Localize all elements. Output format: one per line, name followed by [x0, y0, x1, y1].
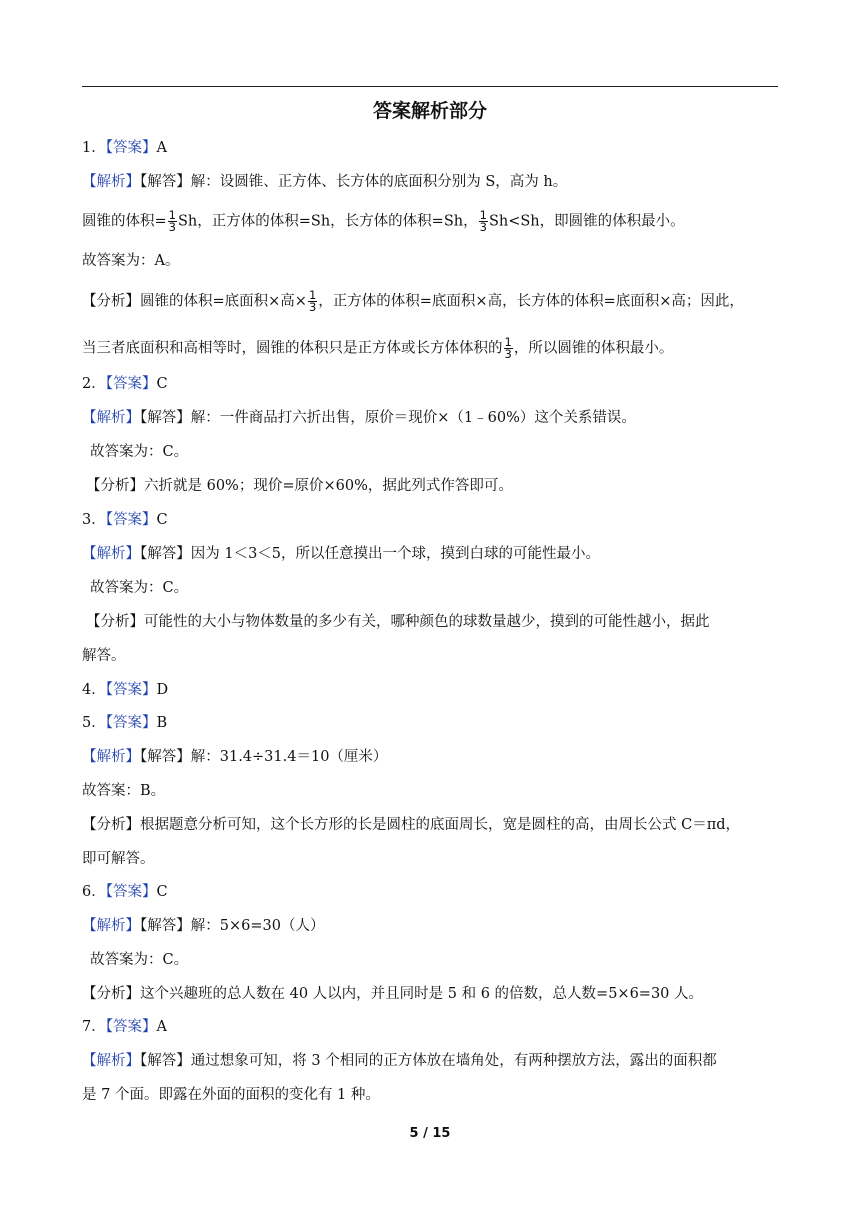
q1-analysis-line-2: [82, 337, 673, 360]
q7-jieda-text: 通过想象可知，将 3 个相同的正方体放在墙角处，有两种摆放方法，露出的面积都: [190, 1053, 717, 1069]
fraction-denominator: 3: [504, 347, 512, 361]
q6-number: 6．: [82, 884, 106, 900]
q2-jieda-text: 解：一件商品打六折出售，原价＝现价×（1﹣60%）这个关系错误。: [190, 410, 636, 426]
fraction-denominator: 3: [308, 300, 317, 314]
header-rule: [82, 86, 778, 87]
fraction-numerator: 1: [504, 335, 512, 349]
q2-answer: C: [156, 376, 168, 392]
q3-analysis-text: 可能性的大小与物体数量的多少有关，哪种颜色的球数量越少，摸到的可能性越小，据此: [144, 614, 710, 630]
page-number: 5 / 15: [409, 1126, 451, 1141]
fraction-numerator: 1: [168, 208, 176, 222]
q1-answer: A: [156, 140, 167, 156]
q5-number: 5．: [82, 715, 106, 731]
q4-answer: D: [156, 682, 169, 698]
q6-jiexi-line: [82, 916, 324, 936]
q3-conclusion: 故答案为：C。: [90, 580, 189, 596]
fraction-one-third: [504, 337, 513, 360]
q6-answer: C: [156, 884, 168, 900]
q5-analysis-line-2: 即可解答。: [82, 851, 155, 867]
q7-answer-line: [82, 1017, 167, 1037]
q1-analysis-part: 当三者底面积和高相等时，圆锥的体积只是正方体或长方体体积的: [82, 340, 503, 357]
q3-answer-line: [82, 510, 168, 530]
q1-formula-part: Sh，正方体的体积=Sh，长方体的体积=Sh，: [177, 213, 478, 230]
q5-answer-line: [82, 713, 167, 733]
answer-tag: 【答案】: [105, 682, 157, 698]
jiexi-tag: 【解析】: [82, 918, 140, 934]
q2-jiexi-line: [82, 408, 636, 428]
q6-analysis-line: [82, 984, 703, 1004]
q7-number: 7．: [82, 1019, 106, 1035]
q4-number: 4．: [82, 682, 106, 698]
jiexi-tag: 【解析】: [82, 546, 140, 562]
jiexi-tag: 【解析】: [82, 749, 140, 765]
q1-jiexi-line: [82, 172, 567, 192]
fenxi-tag: 【分析】: [82, 293, 140, 310]
fenxi-tag: 【分析】: [86, 614, 144, 630]
fraction-numerator: 1: [308, 288, 317, 302]
q1-analysis-part: ，所以圆锥的体积最小。: [513, 340, 674, 357]
q5-jiexi-line: [82, 747, 387, 767]
answer-tag: 【答案】: [105, 140, 157, 156]
jieda-tag: 【解答】: [140, 918, 191, 934]
fenxi-tag: 【分析】: [82, 817, 140, 833]
q3-analysis-line: [86, 612, 710, 632]
jieda-tag: 【解答】: [140, 174, 191, 190]
q2-analysis-line: [86, 476, 513, 496]
fraction-one-third: [479, 210, 488, 233]
q3-jiexi-line: [82, 544, 600, 564]
q1-analysis-part: 圆锥的体积=底面积×高×: [140, 293, 307, 310]
page-title: 答案解析部分: [372, 100, 487, 122]
jieda-tag: 【解答】: [140, 410, 191, 426]
q1-analysis-part: ，正方体的体积=底面积×高，长方体的体积=底面积×高；因此，: [318, 293, 744, 310]
jieda-tag: 【解答】: [140, 749, 191, 765]
answer-tag: 【答案】: [105, 884, 157, 900]
q1-analysis-line: [82, 290, 744, 313]
q2-analysis-text: 六折就是 60%；现价=原价×60%，据此列式作答即可。: [144, 478, 513, 494]
fraction-one-third: [308, 290, 317, 313]
jiexi-tag: 【解析】: [82, 1053, 140, 1069]
q2-number: 2．: [82, 376, 106, 392]
jiexi-tag: 【解析】: [82, 174, 140, 190]
q1-formula-part: Sh<Sh，即圆锥的体积最小。: [488, 213, 685, 230]
q5-conclusion: 故答案：B。: [82, 783, 166, 799]
q3-jieda-text: 因为 1＜3＜5，所以任意摸出一个球，摸到白球的可能性最小。: [190, 546, 601, 562]
q1-number: 1．: [82, 140, 106, 156]
q3-number: 3．: [82, 512, 106, 528]
q7-answer: A: [156, 1019, 167, 1035]
answer-tag: 【答案】: [105, 512, 157, 528]
q2-conclusion: 故答案为：C。: [90, 444, 189, 460]
q4-answer-line: [82, 680, 168, 700]
q1-formula-part: 圆锥的体积=: [82, 213, 167, 230]
q6-answer-line: [82, 882, 168, 902]
q5-answer: B: [156, 715, 168, 731]
q6-analysis-text: 这个兴趣班的总人数在 40 人以内，并且同时是 5 和 6 的倍数，总人数=5×6=30 人。: [140, 986, 704, 1002]
jiexi-tag: 【解析】: [82, 410, 140, 426]
q1-answer-line: [82, 138, 167, 158]
q7-jieda-line-2: 是 7 个面。即露在外面的面积的变化有 1 种。: [82, 1087, 380, 1103]
fraction-denominator: 3: [168, 220, 176, 234]
q1-conclusion: 故答案为：A。: [82, 253, 180, 269]
q3-analysis-line-2: 解答。: [82, 648, 126, 664]
q1-jieda-text: 解：设圆锥、正方体、长方体的底面积分别为 S，高为 h。: [190, 174, 568, 190]
q5-analysis-text: 根据题意分析可知，这个长方形的长是圆柱的底面周长，宽是圆柱的高，由周长公式 C＝πd，: [140, 817, 741, 833]
jieda-tag: 【解答】: [140, 546, 191, 562]
fraction-numerator: 1: [479, 208, 487, 222]
answer-tag: 【答案】: [105, 1019, 157, 1035]
q7-jiexi-line: [82, 1051, 717, 1071]
fenxi-tag: 【分析】: [86, 478, 144, 494]
q6-jieda-text: 解：5×6=30（人）: [190, 918, 325, 934]
q5-jieda-text: 解：31.4÷31.4＝10（厘米）: [190, 749, 388, 765]
fraction-denominator: 3: [479, 220, 487, 234]
q3-answer: C: [156, 512, 168, 528]
fraction-one-third: [168, 210, 177, 233]
fenxi-tag: 【分析】: [82, 986, 140, 1002]
answer-tag: 【答案】: [105, 715, 157, 731]
answer-tag: 【答案】: [105, 376, 157, 392]
q5-analysis-line: [82, 815, 740, 835]
q6-conclusion: 故答案为：C。: [90, 952, 189, 968]
jieda-tag: 【解答】: [140, 1053, 191, 1069]
q1-formula-line: [82, 210, 685, 233]
q2-answer-line: [82, 374, 168, 394]
